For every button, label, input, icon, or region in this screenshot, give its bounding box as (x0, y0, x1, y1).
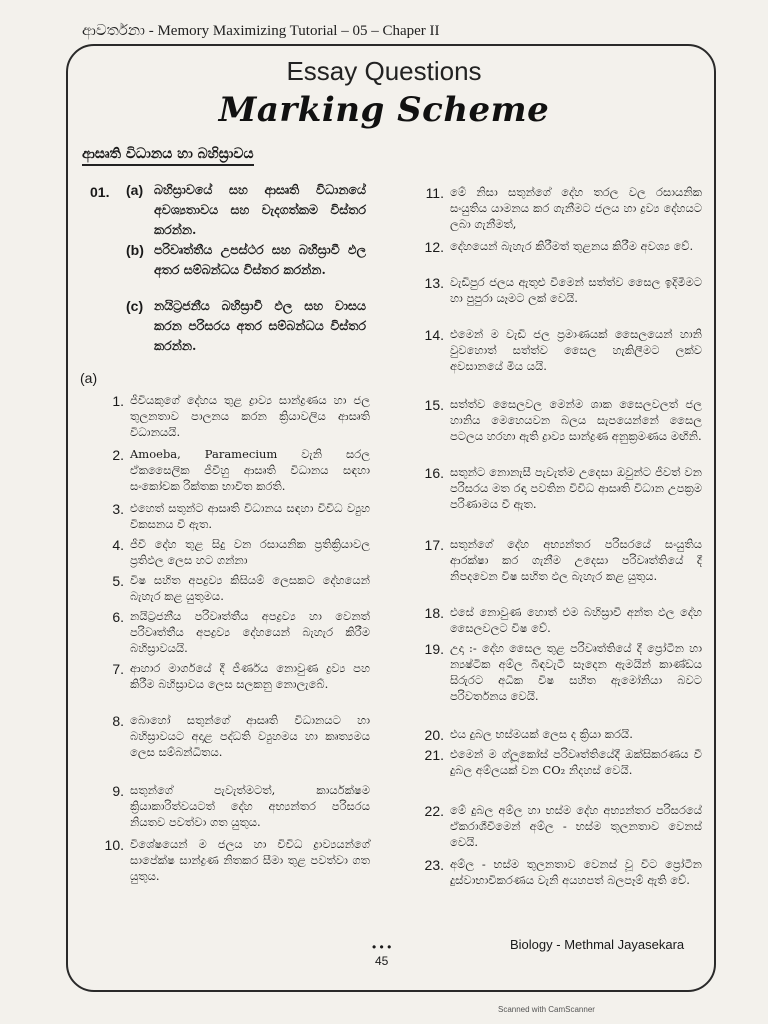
answer-item (100, 572, 370, 604)
item-text: සත්ත්ව සෛලවල මෙන්ම ශාක සෛලවලත් ජල හානිය මෙහෙයවන බලය සැපයෙන්නේ සෛල පටලය හරහා ඇති ද්‍රාව්‍ය සාන්ද්‍රණ අනුක්‍රමණය මඟිනි. (450, 397, 702, 443)
item-text: Amoeba, Paramecium වැනි සරල ඒකසෛලික ජීවීහු ආසෘති විධානය සඳහා සංකෝචක රික්තක භාවිත කරති. (130, 447, 370, 493)
question-part-a (126, 180, 386, 240)
answer-item (420, 640, 702, 704)
page-title: Essay Questions (286, 56, 482, 86)
answer-item (100, 660, 370, 692)
answer-item (100, 782, 370, 830)
item-number: 6. (112, 609, 124, 625)
item-number: 1. (112, 393, 124, 409)
item-text: විෂ සහිත අපද්‍රව්‍ය කිසියම් ලෙසකට දේහයෙන් බැහැර කළ යුතුමය. (130, 573, 370, 603)
answer-item (420, 326, 702, 374)
item-number: 9. (112, 783, 124, 799)
answer-item (420, 238, 702, 256)
item-number: 3. (112, 501, 124, 517)
item-number: 8. (112, 713, 124, 729)
question-part-text: නයිට්‍රජනීය බහිස්‍රාවී ඵල සහ වාසය කරන පරිසරය අතර සම්බන්ධය විස්තර කරන්න. (154, 298, 366, 353)
question-part-c (126, 296, 386, 356)
question-part-label: (c) (126, 298, 144, 314)
answer-item (420, 274, 702, 306)
question-number: 01. (90, 184, 110, 200)
item-text: ජීවී දේහ තුළ සිදු වන රසායනික ප්‍රතික්‍රියාවල ප්‍රතිඵල ලෙස හට ගන්නා (130, 537, 370, 567)
question-part-b (126, 240, 386, 280)
answer-item (100, 536, 370, 568)
item-text: මේ දුබල අම්ල හා භස්ම දේහ අභ්‍යන්තර පරිසරයේ ඒකරාශීවීමෙන් අම්ල - භස්ම තුලනතාව වෙනස් වෙයි. (450, 803, 702, 849)
answer-item (420, 726, 702, 744)
item-number: 11. (425, 185, 444, 201)
item-number: 18. (424, 605, 444, 621)
answer-item (100, 446, 370, 494)
item-text: අම්ල - භස්ම තුලනතාව වෙනස් වූ විට ප්‍රෝටීන දුස්වාභාවිකරණය වැනි අයහපත් බලපෑම් ඇති වේ. (450, 857, 702, 887)
answer-item (420, 464, 702, 512)
answer-item (100, 836, 370, 884)
item-text: සතුන්ගේ දේහ අභ්‍යන්තර පරිසරයේ සංයුතිය ආරක්ෂා කර ගැනීම උදෙසා පරිවෘත්තියේ දී නිපදවෙන විෂ සහිත ඵල බැහැර කළ යුතුය. (450, 537, 702, 583)
item-number: 15. (424, 397, 444, 413)
item-text: එසේ නොවුණ හොත් එම බහිස්‍රාවී අන්ත ඵල දේහ සෛලවලට විෂ වේ. (450, 605, 702, 635)
answer-item (420, 746, 702, 778)
item-number: 13. (424, 275, 444, 291)
answer-item (420, 802, 702, 850)
answer-item (420, 396, 702, 444)
answer-item (100, 392, 370, 440)
item-text: එහෙත් සතුන්ට ආසෘති විධානය සඳහා විවිධ ව්‍යුහ විකසනය වී ඇත. (130, 501, 370, 531)
item-text: බොහෝ සතුන්ගේ ආසෘති විධානයට හා බහිස්‍රාවයට අදාළ පද්ධති ව්‍යුහමය හා කෘත්‍යමය ලෙස සම්බන්ධිතය. (130, 713, 370, 759)
section-heading: ආසෘති විධානය හා බහිස්‍රාවය (82, 146, 254, 166)
item-text: විශේෂයෙන් ම ජලය හා විවිධ ද්‍රාව්‍යයන්ගේ සාපේක්ෂ සාන්ද්‍රණ නිතකර සීමා තුළ පවත්වා ගත යුතුය. (130, 837, 370, 883)
running-header: ආවර්තනා - Memory Maximizing Tutorial – 05 – Chaper II (82, 23, 440, 39)
question-part-label: (b) (126, 242, 144, 258)
item-number: 10. (104, 837, 124, 853)
answer-item (420, 604, 702, 636)
item-number: 4. (112, 537, 124, 553)
item-text: එමෙන් ම ග්ලූකෝස් පරිවෘත්තියේදී ඔක්සිකරණය වී දුබල අම්ලයක් වන CO₂ නිදහස් වෙයි. (450, 747, 702, 777)
footer-author: Biology - Methmal Jayasekara (510, 937, 685, 952)
item-number: 17. (424, 537, 444, 553)
item-number: 5. (112, 573, 124, 589)
item-text: එමෙන් ම වැඩි ජල ප්‍රමාණයක් සෛලයෙන් හානි වුවහොත් සත්ත්ව සෛල හැකිලීමට ලක්ව අවසානයේ මිය යයි. (450, 327, 702, 373)
answer-item (100, 608, 370, 656)
answer-label: (a) (80, 370, 98, 386)
item-number: 19. (424, 641, 444, 657)
page-number (372, 940, 391, 968)
item-number: 7. (112, 661, 124, 677)
item-number: 2. (112, 447, 124, 463)
item-number: 23. (424, 857, 444, 873)
dots-ornament: • • • (372, 940, 392, 954)
item-text: ජීවියකුගේ දේහය තුළ ද්‍රාව්‍ය සාන්ද්‍රණය හා ජල තුලනතාව පාලනය කරන ක්‍රියාවලිය ආසෘති විධානයයි. (130, 393, 370, 439)
item-number: 14. (424, 327, 444, 343)
item-text: නයිට්‍රජනීය පරිවෘත්තීය අපද්‍රව්‍ය හා වෙනත් පරිවෘත්තීය අපද්‍රව්‍ය දේහයෙන් බැහැර කිරීම බහිස්‍රාවයයි. (130, 609, 370, 655)
scanner-watermark: Scanned with CamScanner (498, 1005, 595, 1014)
question-part-text: බහිස්‍රාවයේ සහ ආසෘති විධානයේ අවශ්‍යතාවය සහ වැදගත්කම විස්තර කරන්න. (154, 182, 366, 237)
answer-item (420, 184, 702, 232)
page-subtitle: Marking Scheme (218, 90, 550, 130)
answer-item (100, 712, 370, 760)
item-text: උදා :- දේහ සෛල තුළ පරිවෘත්තියේ දී ප්‍රෝටීන හා න්‍යෂ්ටික අම්ල බිඳවැටී සෑදෙන ඇමයින් කාණ්ඩය සිරුරට අධික විෂ සහිත ඇමෝනියා බවට පරිවර්තනය වෙයි. (450, 641, 702, 703)
item-number: 16. (424, 465, 444, 481)
answer-item (420, 536, 702, 584)
item-text: එය දුබල භස්මයක් ලෙස ද ක්‍රියා කරයි. (450, 727, 633, 741)
item-text: සතුන්ගේ පැවැත්මටත්, කාර්යක්ෂම ක්‍රියාකාරිත්වයටත් දේහ අභ්‍යන්තර පරිසරය නියතව පවත්වා ගත යුතුය. (130, 783, 370, 829)
item-number: 21. (424, 747, 444, 763)
item-text: දේහයෙන් බැහැර කිරීමත් තුළනය කිරීම අවශ්‍ය වේ. (450, 239, 694, 253)
item-number: 22. (424, 803, 444, 819)
item-text: සතුන්ට නොනැසී පැවැත්ම උදෙසා ඔවුන්ට ජීවත් වන පරිසරය මත රඳා පවතින විවිධ ආසෘති විධාන උපක්‍රම පරිණාමය වී ඇත. (450, 465, 702, 511)
answer-item (420, 856, 702, 888)
question-part-text: පරිවෘත්තීය උපස්ථර සහ බහිස්‍රාවී ඵල අතර සම්බන්ධය විස්තර කරන්න. (154, 242, 366, 277)
item-text: මේ නිසා සතුන්ගේ දේහ තරල වල රසායනික සංයුතිය යාමනය කර ගැනීමට ජලය හා ද්‍රව්‍ය දේහයට ලබා ගැනීමත්, (450, 185, 702, 231)
answer-item (100, 500, 370, 532)
question-part-label: (a) (126, 182, 144, 198)
item-number: 12. (424, 239, 444, 255)
item-text: ආහාර මාර්ගයේ දී ජීර්ණය නොවුණ ද්‍රව්‍ය පහ කිරීම බහිස්‍රාවය ලෙස සලකනු නොලැබේ. (130, 661, 370, 691)
item-number: 20. (424, 727, 444, 743)
page-number-value: 45 (374, 954, 389, 968)
item-text: වැඩිපුර ජලය ඇතුළු වීමෙන් සත්ත්ව සෛල ඉදිමීමට හා පුපුරා යෑමට ලක් වෙයි. (450, 275, 702, 305)
